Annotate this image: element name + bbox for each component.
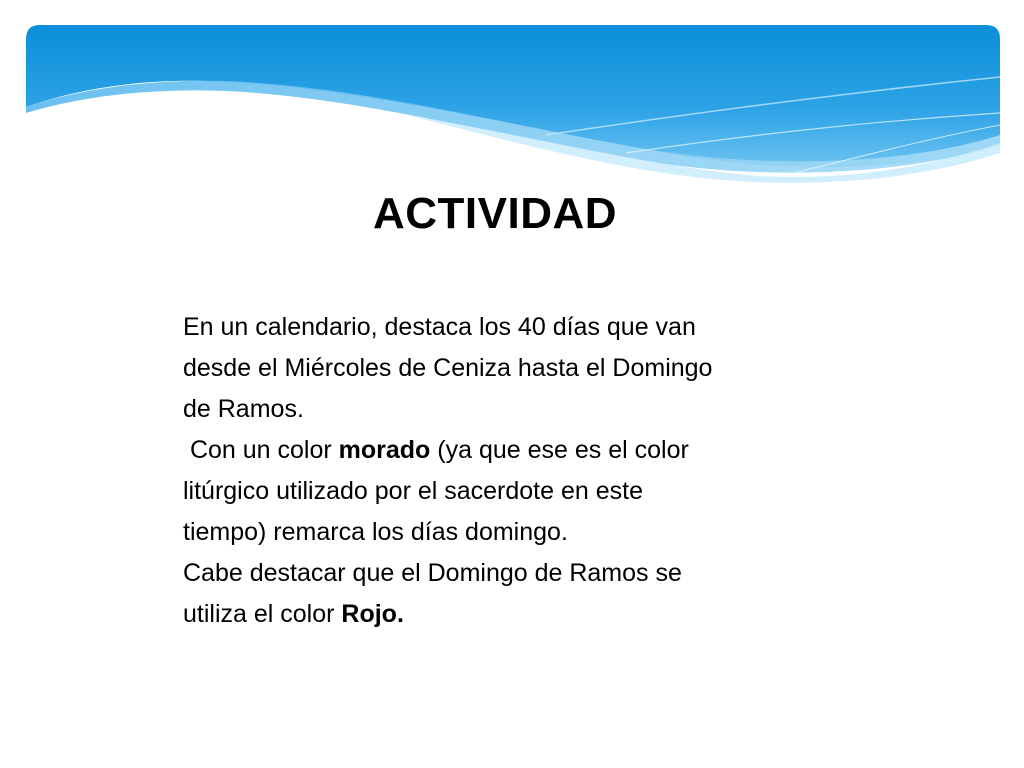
body-line: tiempo) remarca los días domingo. <box>183 518 568 546</box>
body-line-morado <box>183 430 883 471</box>
body-line: Cabe destacar que el Domingo de Ramos se <box>183 559 682 587</box>
body-line-rojo <box>183 594 883 635</box>
slide-body <box>183 307 883 635</box>
body-text-segment: (ya que ese es el color <box>430 436 689 464</box>
body-text-segment: utiliza el color <box>183 600 342 628</box>
header-wave-banner <box>26 25 1000 185</box>
banner-base <box>26 25 1000 167</box>
bold-morado: morado <box>338 436 431 464</box>
slide-title: ACTIVIDAD <box>372 189 618 238</box>
body-line: En un calendario, destaca los 40 días que van <box>183 313 696 341</box>
body-line: litúrgico utilizado por el sacerdote en este <box>183 477 643 505</box>
body-line: desde el Miércoles de Ceniza hasta el Domingo <box>183 354 713 382</box>
bold-rojo: Rojo. <box>341 600 404 628</box>
body-line: de Ramos. <box>183 395 304 423</box>
body-text-segment: Con un color <box>183 436 339 464</box>
